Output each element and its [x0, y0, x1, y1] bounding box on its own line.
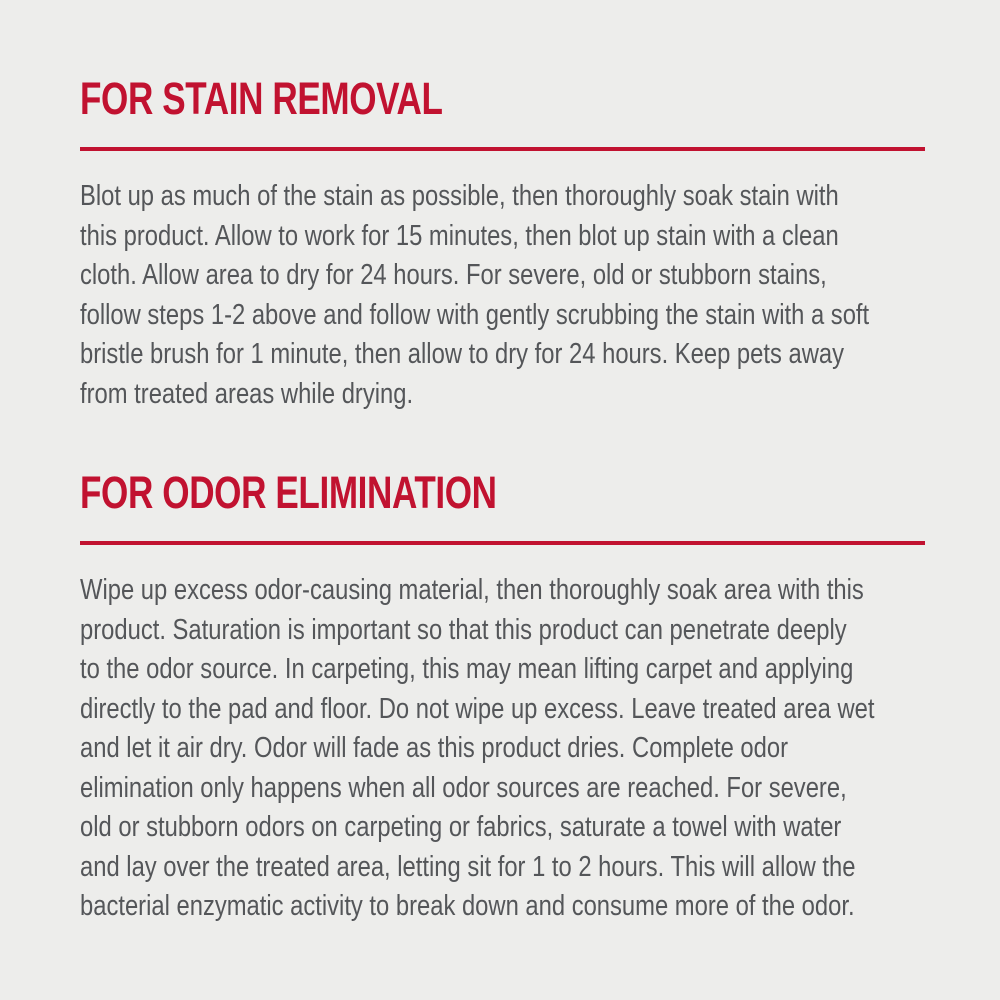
text-line: product. Saturation is important so that this product can penetrate deeply [80, 613, 847, 646]
text-line: Blot up as much of the stain as possible, then thoroughly soak stain with [80, 180, 839, 212]
text-line: old or stubborn odors on carpeting or fabrics, saturate a towel with water [80, 811, 842, 843]
text-line: to the odor source. In carpeting, this may mean lifting carpet and applying [80, 653, 854, 685]
text-line: bristle brush for 1 minute, then allow to dry for 24 hours. Keep pets away [80, 338, 845, 370]
instructions-paragraph [80, 177, 884, 414]
section-stain-removal [80, 73, 925, 414]
text-line: follow steps 1-2 above and follow with gently scrubbing the stain with a soft [80, 298, 870, 331]
text-line: this product. Allow to work for 15 minutes, then blot up stain with a clean [80, 219, 839, 252]
section-divider [80, 147, 925, 151]
text-line: from treated areas while drying. [80, 377, 414, 410]
section-odor-elimination [80, 467, 925, 927]
text-line: elimination only happens when all odor sources are reached. For severe, [80, 771, 847, 804]
text-line: directly to the pad and floor. Do not wipe up excess. Leave treated area wet [80, 692, 875, 725]
text-line: Wipe up excess odor-causing material, then thoroughly soak area with this [80, 574, 864, 606]
text-line: cloth. Allow area to dry for 24 hours. For severe, old or stubborn stains, [80, 259, 827, 291]
text-line: and let it air dry. Odor will fade as this product dries. Complete odor [80, 732, 789, 764]
section-title: FOR ODOR ELIMINATION [80, 467, 497, 518]
text-line: and lay over the treated area, letting sit for 1 to 2 hours. This will allow the [80, 850, 856, 883]
section-title: FOR STAIN REMOVAL [80, 73, 443, 124]
text-line: bacterial enzymatic activity to break down and consume more of the odor. [80, 890, 855, 922]
section-divider [80, 541, 925, 545]
instructions-paragraph [80, 571, 884, 927]
